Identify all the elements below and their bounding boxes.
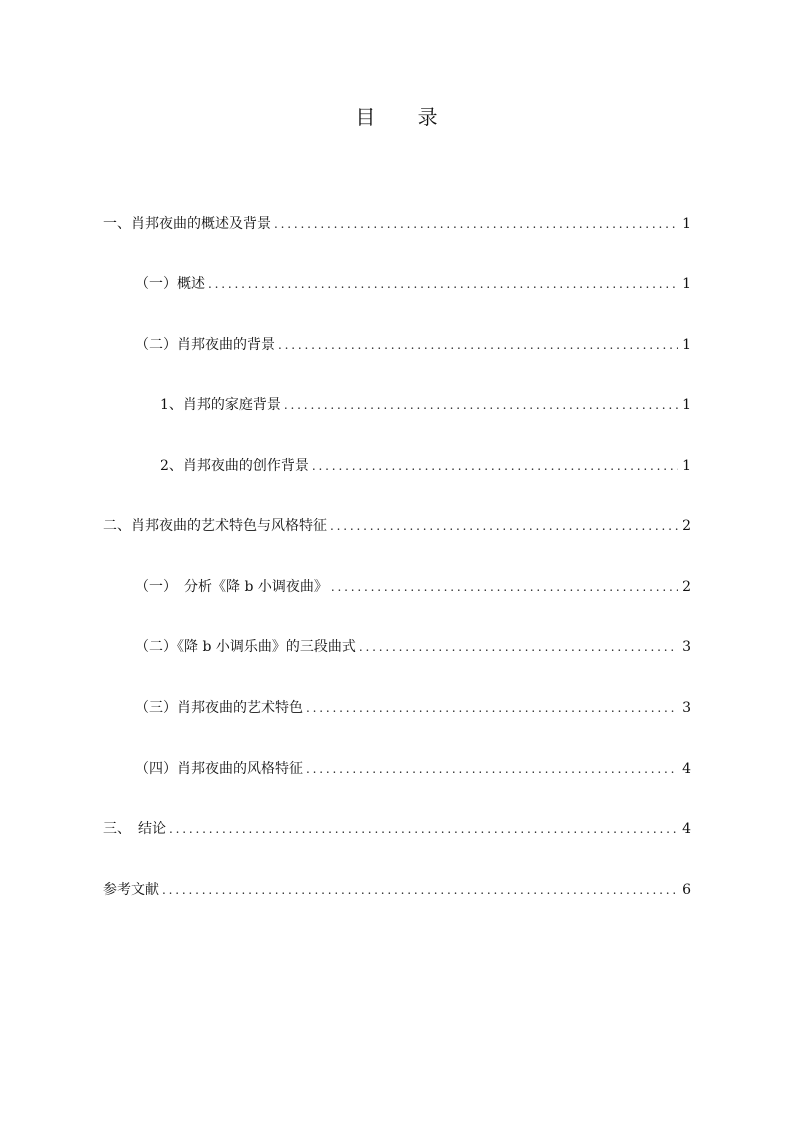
toc-leader-dots: [278, 335, 678, 355]
toc-entry-section-2[interactable]: [103, 516, 691, 536]
toc-entry-page: 1: [682, 458, 691, 474]
toc-entry-section-2-4[interactable]: [135, 759, 691, 779]
toc-entry-label: 二、肖邦夜曲的艺术特色与风格特征: [103, 518, 327, 534]
toc-leader-dots: [306, 698, 678, 718]
toc-entry-page: 1: [682, 276, 691, 292]
toc-leader-dots: [274, 214, 678, 234]
toc-leader-dots: [208, 274, 678, 294]
toc-entry-label: （二）《降 b 小调乐曲》的三段曲式: [135, 639, 356, 655]
toc-entry-label: （三）肖邦夜曲的艺术特色: [135, 700, 303, 716]
toc-entry-section-1-1[interactable]: [135, 274, 691, 294]
toc-entry-page: 4: [682, 761, 691, 777]
toc-leader-dots: [330, 516, 678, 536]
toc-entry-page: 3: [682, 700, 691, 716]
toc-leader-dots: [359, 637, 678, 657]
toc-entry-section-1-2-2[interactable]: [160, 456, 691, 476]
toc-entry-section-1-2-1[interactable]: [160, 395, 691, 415]
toc-leader-dots: [331, 577, 678, 597]
toc-entry-page: 6: [682, 882, 691, 898]
toc-entry-label: （一）概述: [135, 276, 205, 292]
toc-entry-section-1[interactable]: [103, 214, 691, 234]
toc-entry-label: （四）肖邦夜曲的风格特征: [135, 761, 303, 777]
toc-entry-label: 2、肖邦夜曲的创作背景: [160, 458, 309, 474]
toc-leader-dots: [312, 456, 678, 476]
toc-entry-page: 3: [682, 639, 691, 655]
toc-entry-label: 三、 结论: [103, 821, 166, 837]
toc-entry-page: 2: [682, 579, 691, 595]
toc-entry-section-2-2[interactable]: [135, 637, 691, 657]
toc-entry-page: 2: [682, 518, 691, 534]
toc-entry-page: 1: [682, 337, 691, 353]
toc-entry-page: 4: [682, 821, 691, 837]
toc-entry-section-3[interactable]: [103, 819, 691, 839]
document-title: 目 录: [355, 105, 456, 129]
toc-leader-dots: [162, 880, 678, 900]
toc-entry-label: （二）肖邦夜曲的背景: [135, 337, 275, 353]
toc-entry-section-1-2[interactable]: [135, 335, 691, 355]
toc-leader-dots: [169, 819, 678, 839]
toc-entry-label: （一） 分析《降 b 小调夜曲》: [135, 579, 328, 595]
toc-entry-page: 1: [682, 216, 691, 232]
toc-leader-dots: [284, 395, 678, 415]
toc-entry-label: 一、肖邦夜曲的概述及背景: [103, 216, 271, 232]
toc-entry-section-2-1[interactable]: [135, 577, 691, 597]
toc-entry-section-2-3[interactable]: [135, 698, 691, 718]
toc-entry-label: 1、肖邦的家庭背景: [160, 397, 281, 413]
toc-entry-page: 1: [682, 397, 691, 413]
toc-entry-references[interactable]: [103, 880, 691, 900]
toc-leader-dots: [306, 759, 678, 779]
toc-entry-label: 参考文献: [103, 882, 159, 898]
